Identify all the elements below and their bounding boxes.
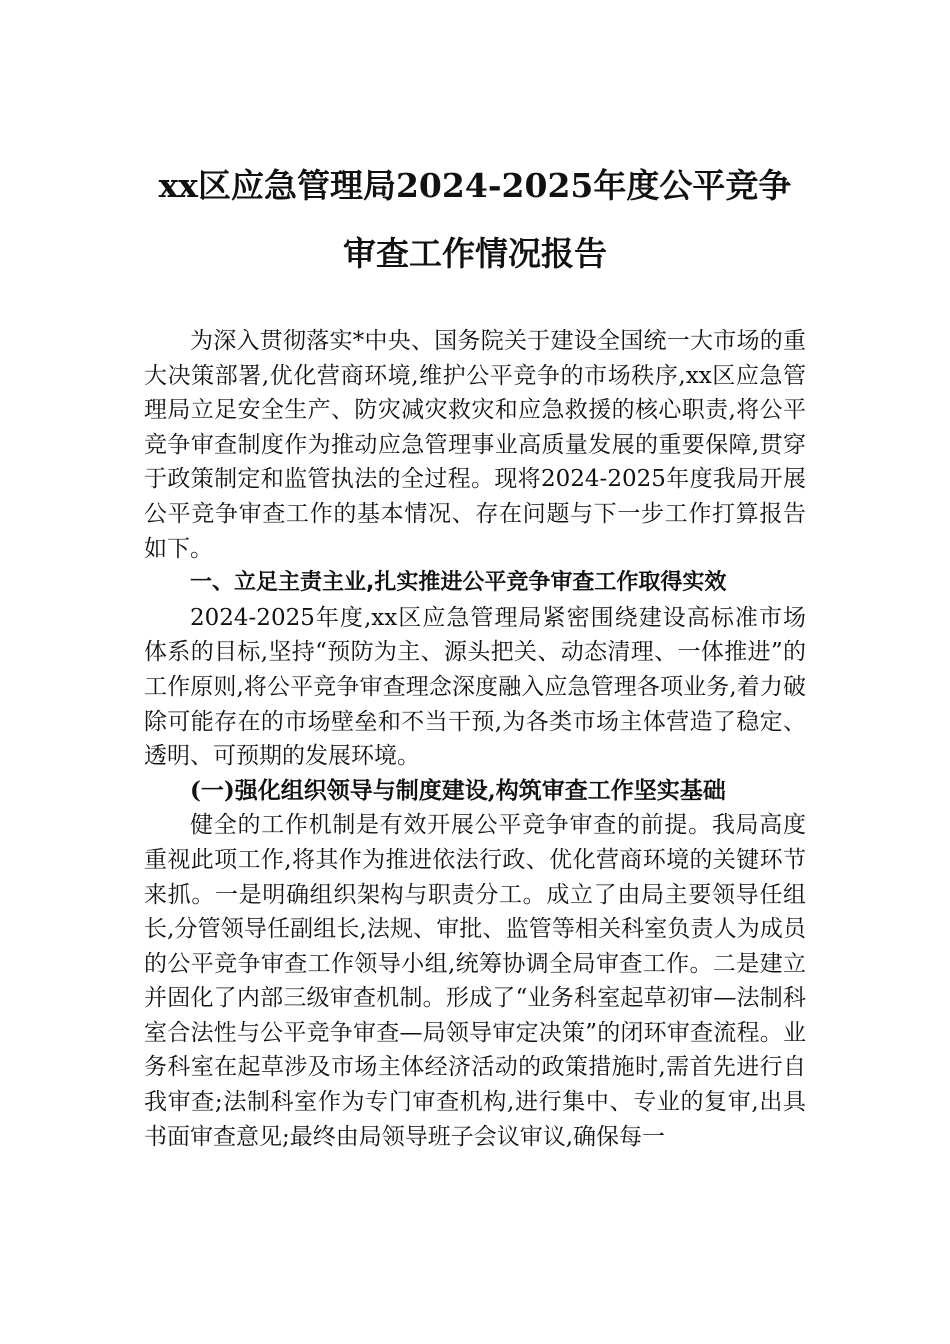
section-1-paragraph: 2024-2025年度,xx区应急管理局紧密围绕建设高标准市场体系的目标,坚持“预防为主、源头把关、动态清理、一体推进”的工作原则,将公平竞争审查理念深度融入应急管理各项业务,着力破除可能存在的市场壁垒和不当干预,为各类市场主体营造了稳定、透明、可预期的发展环境。 [144,604,806,770]
subsection-1-1-paragraph: 健全的工作机制是有效开展公平竞争审查的前提。我局高度重视此项工作,将其作为推进依法行政、优化营商环境的关键环节来抓。一是明确组织架构与职责分工。成立了由局主要领导任组长,分管领导任副组长,法规、审批、监管等相关科室负责人为成员的公平竞争审查工作领导小组,统筹协调全局审查工作。二是建立并固化了内部三级审查机制。形成了“业务科室起草初审—法制科室合法性与公平竞争审查—局领导审定决策”的闭环审查流程。业务科室在起草涉及市场主体经济活动的政策措施时,需首先进行自我审查;法制科室作为专门审查机构,进行集中、专业的复审,出具书面审查意见;最终由局领导班子会议审议,确保每一 [144,812,806,1150]
subsection-heading-1-1: (一)强化组织领导与制度建设,构筑审查工作坚实基础 [190,776,726,804]
document-title-line-2: 审查工作情况报告 [343,234,607,273]
document-body [144,324,806,1154]
document-title-line-1: xx区应急管理局2024-2025年度公平竞争 [158,166,792,205]
intro-paragraph: 为深入贯彻落实*中央、国务院关于建设全国统一大市场的重大决策部署,优化营商环境,维护公平竞争的市场秩序,xx区应急管理局立足安全生产、防灾减灾救灾和应急救援的核心职责,将公平竞争审查制度作为推动应急管理事业高质量发展的重要保障,贯穿于政策制定和监管执法的全过程。现将2024-2025年度我局开展公平竞争审查工作的基本情况、存在问题与下一步工作打算报告如下。 [144,328,806,562]
section-heading-1: 一、立足主责主业,扎实推进公平竞争审查工作取得实效 [190,570,727,596]
